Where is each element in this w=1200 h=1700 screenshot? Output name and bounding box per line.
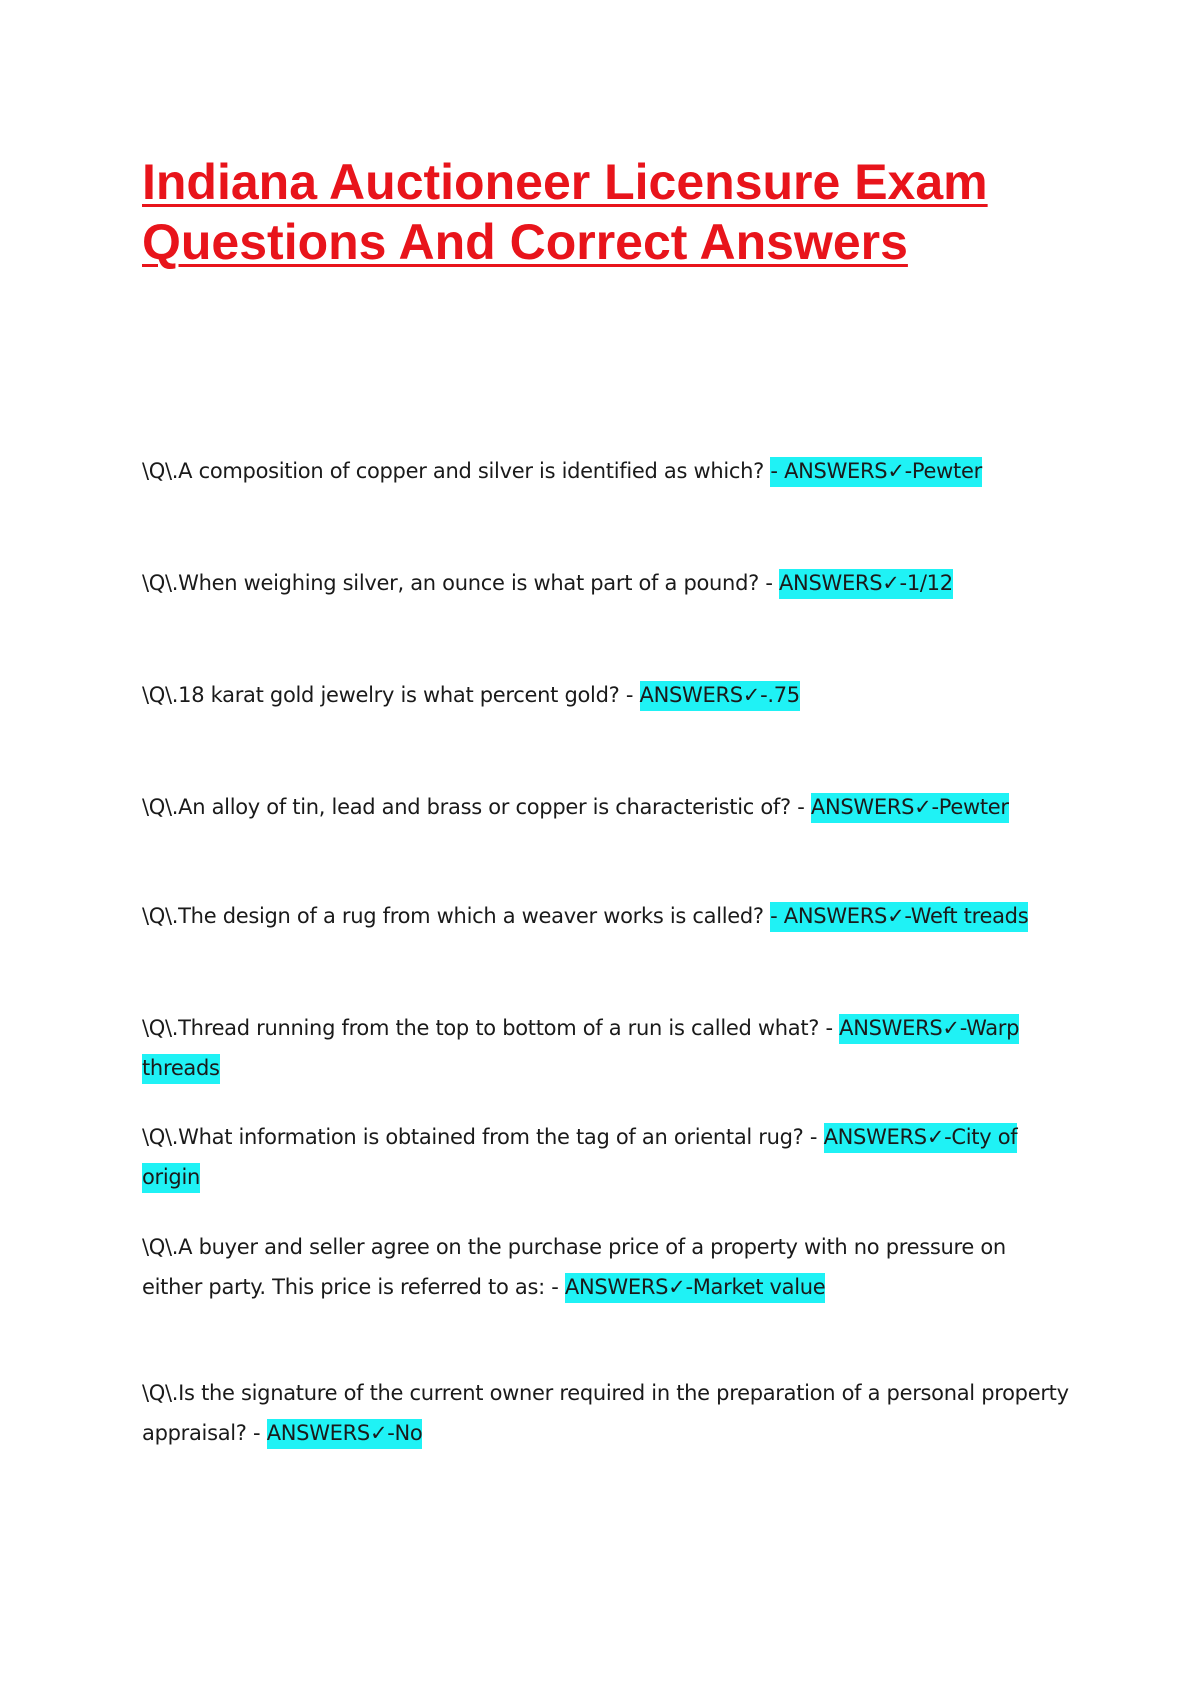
- document-title-line-1: Indiana Auctioneer Licensure Exam: [142, 154, 988, 210]
- question-text: \Q\.The design of a rug from which a weaver works is called?: [142, 904, 764, 928]
- question-text: \Q\.When weighing silver, an ounce is what part of a pound?: [142, 571, 759, 595]
- qa-item: [142, 563, 1072, 603]
- question-text: \Q\.A buyer and seller agree on the purchase price of a property with no pressure on either party. This price is referred to as:: [142, 1235, 1006, 1299]
- answer-highlight: ANSWERS✓-City of origin: [142, 1123, 1017, 1193]
- qa-item: [142, 1117, 1072, 1197]
- qa-item: [142, 1008, 1072, 1088]
- question-text: \Q\.A composition of copper and silver is identified as which?: [142, 459, 765, 483]
- qa-item: [142, 1373, 1072, 1453]
- answer-highlight: ANSWERS✓-No: [267, 1419, 423, 1449]
- qa-item: [142, 896, 1072, 936]
- answer-highlight: - ANSWERS✓-Pewter: [770, 457, 981, 487]
- qa-item: [142, 787, 1072, 827]
- qa-item: [142, 451, 1072, 491]
- separator: -: [619, 683, 640, 707]
- question-text: \Q\.Thread running from the top to bottom of a run is called what?: [142, 1016, 820, 1040]
- document-title: [142, 152, 1042, 272]
- answer-highlight: ANSWERS✓-Pewter: [811, 793, 1009, 823]
- answer-highlight: - ANSWERS✓-Weft treads: [770, 902, 1028, 932]
- separator: -: [803, 1125, 824, 1149]
- qa-item: [142, 1227, 1072, 1307]
- separator: -: [246, 1421, 267, 1445]
- answer-highlight: ANSWERS✓-Warp threads: [142, 1014, 1019, 1084]
- qa-item: [142, 675, 1072, 715]
- question-text: \Q\.18 karat gold jewelry is what percent gold?: [142, 683, 620, 707]
- question-text: \Q\.Is the signature of the current owner required in the preparation of a personal property appraisal?: [142, 1381, 1069, 1445]
- separator: -: [819, 1016, 840, 1040]
- document-title-line-2: Questions And Correct Answers: [142, 214, 908, 270]
- answer-highlight: ANSWERS✓-1/12: [779, 569, 953, 599]
- separator: -: [758, 571, 779, 595]
- answer-highlight: ANSWERS✓-.75: [640, 681, 800, 711]
- question-text: \Q\.What information is obtained from the tag of an oriental rug?: [142, 1125, 804, 1149]
- separator: -: [790, 795, 811, 819]
- question-text: \Q\.An alloy of tin, lead and brass or copper is characteristic of?: [142, 795, 791, 819]
- separator: -: [544, 1275, 565, 1299]
- answer-highlight: ANSWERS✓-Market value: [565, 1273, 825, 1303]
